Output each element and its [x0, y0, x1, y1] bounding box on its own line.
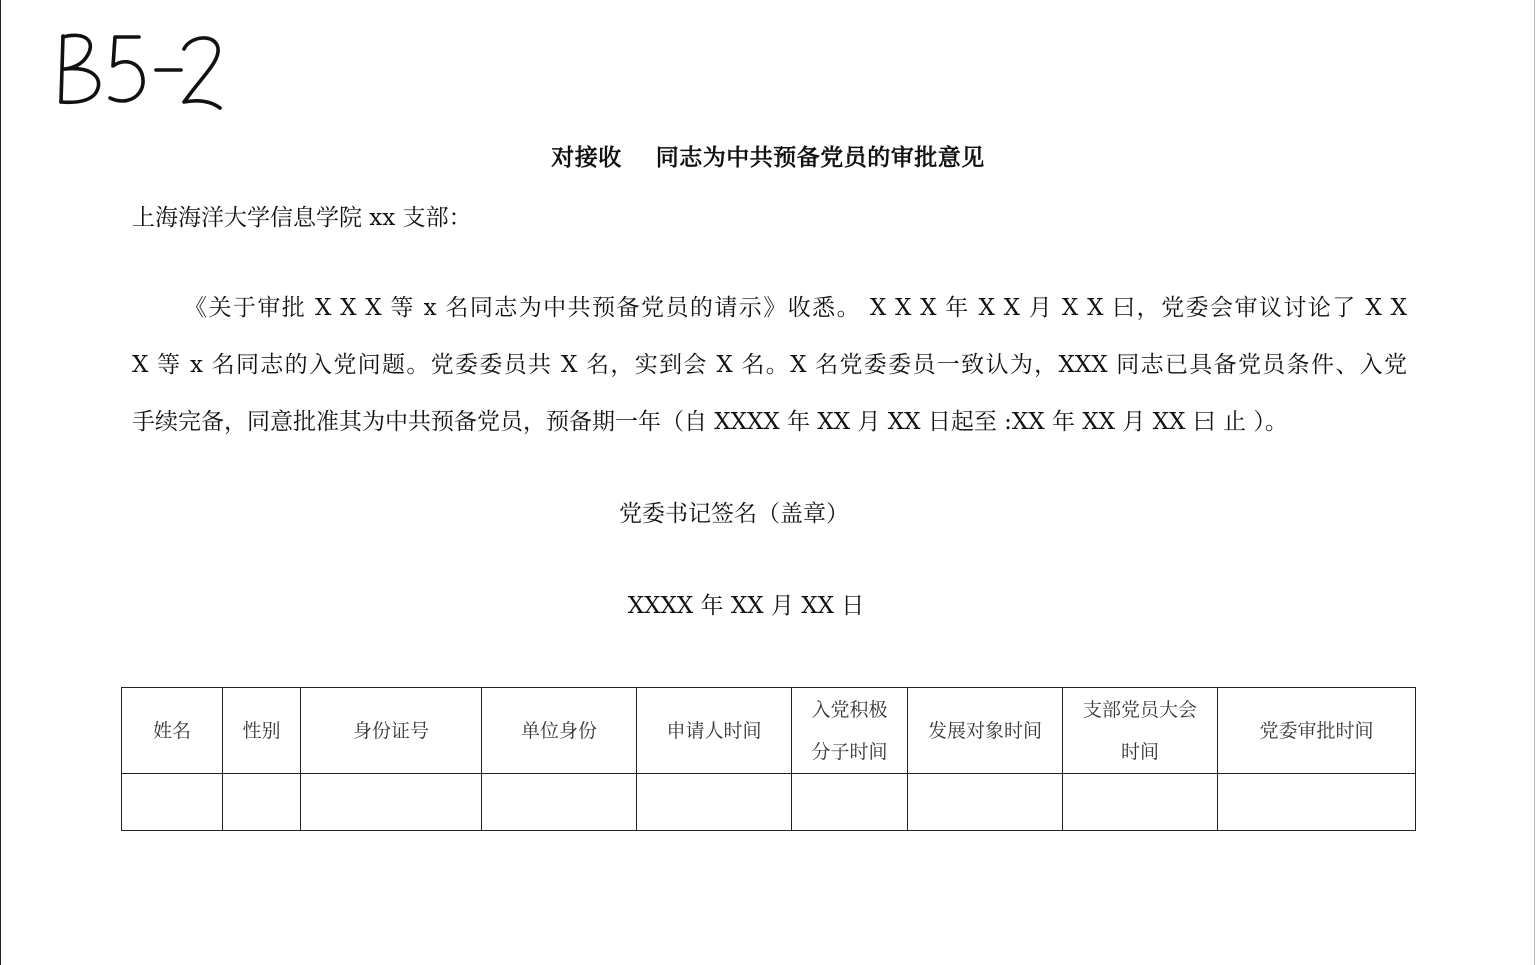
header-committee-approval-time: 党委审批时间 — [1218, 688, 1416, 774]
header-development-target-time: 发展对象时间 — [908, 688, 1063, 774]
header-unit-identity: 单位身份 — [482, 688, 637, 774]
cell-branch-meeting-time — [1063, 774, 1218, 831]
body-paragraph-line-1: 《关于审批 X X X 等 x 名同志为中共预备党员的请示》收悉。 X X X 年 X X 月 X X 曰，党委会审议讨论了 X X — [184, 295, 1407, 321]
page-title: 对接收 同志为中共预备党员的审批意见 — [551, 145, 985, 171]
header-gender: 性别 — [223, 688, 301, 774]
cell-activist-time — [792, 774, 908, 831]
table-row — [122, 774, 1416, 831]
header-name: 姓名 — [122, 688, 223, 774]
header-id-number: 身份证号 — [301, 688, 482, 774]
cell-unit-identity — [482, 774, 637, 831]
handwritten-code-b5-2 — [52, 28, 232, 114]
body-paragraph-line-2: X 等 x 名同志的入党问题。党委委员共 X 名，实到会 X 名。X 名党委委员一致认为，XXX 同志已具备党员条件、入党 — [132, 352, 1407, 378]
salutation: 上海海洋大学信息学院 xx 支部： — [132, 205, 472, 231]
cell-name — [122, 774, 223, 831]
header-activist-time: 入党积极 分子时间 — [792, 688, 908, 774]
table-header-row — [122, 688, 1416, 774]
signature-label: 党委书记签名（盖章） — [619, 501, 849, 527]
cell-application-time — [637, 774, 792, 831]
approval-record-table — [121, 687, 1416, 831]
signature-date: XXXX 年 XX 月 XX 日 — [627, 593, 865, 619]
cell-gender — [223, 774, 301, 831]
header-application-time: 申请人时间 — [637, 688, 792, 774]
cell-development-target-time — [908, 774, 1063, 831]
cell-id-number — [301, 774, 482, 831]
cell-committee-approval-time — [1218, 774, 1416, 831]
header-branch-meeting-time: 支部党员大会 时间 — [1063, 688, 1218, 774]
body-paragraph-line-3: 手续完备，同意批准其为中共预备党员，预备期一年（自 XXXX 年 XX 月 XX 日起至 :XX 年 XX 月 XX 曰 止 ）。 — [132, 409, 1288, 435]
